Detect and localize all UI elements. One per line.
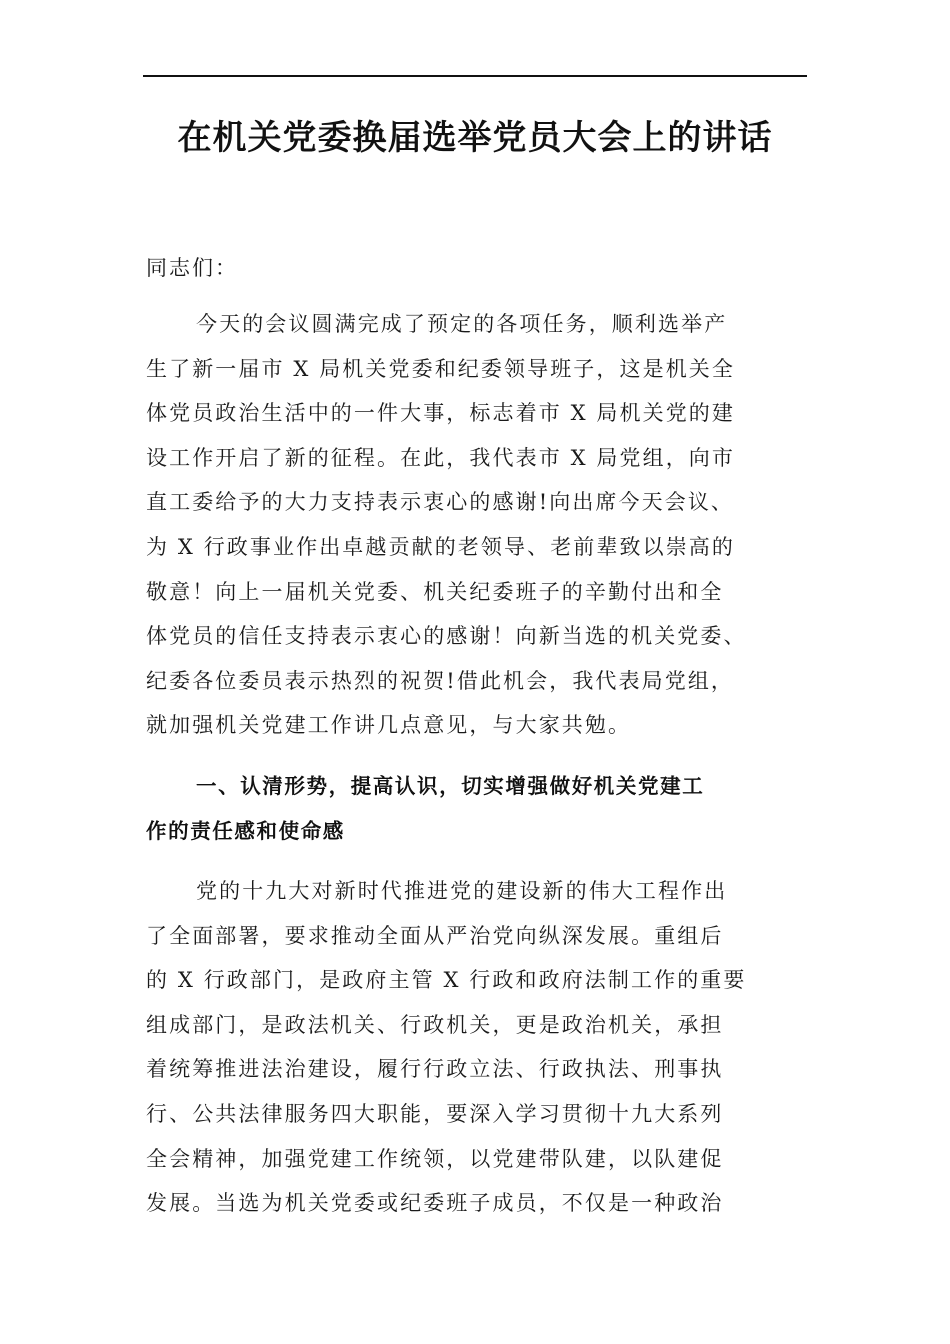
paragraph-line: 今天的会议圆满完成了预定的各项任务，顺利选举产 xyxy=(196,312,728,336)
paragraph-line: 为 X 行政事业作出卓越贡献的老领导、老前辈致以崇高的 xyxy=(146,534,735,559)
paragraph-1 xyxy=(146,306,806,752)
paragraph-line: 就加强机关党建工作讲几点意见，与大家共勉。 xyxy=(146,713,632,738)
document-title: 在机关党委换届选举党员大会上的讲话 xyxy=(177,118,773,158)
section-heading-1 xyxy=(146,768,806,857)
paragraph-line: 发展。当选为机关党委或纪委班子成员，不仅是一种政治 xyxy=(146,1191,724,1216)
heading-line: 一、认清形势，提高认识，切实增强做好机关党建工 xyxy=(196,774,705,798)
paragraph-line: 体党员政治生活中的一件大事，标志着市 X 局机关党的建 xyxy=(146,401,735,426)
paragraph-line: 组成部门，是政法机关、行政机关，更是政治机关，承担 xyxy=(146,1012,724,1037)
paragraph-2 xyxy=(146,873,806,1230)
paragraph-line: 党的十九大对新时代推进党的建设新的伟大工程作出 xyxy=(196,879,728,903)
paragraph-line: 全会精神，加强党建工作统领，以党建带队建，以队建促 xyxy=(146,1146,724,1171)
paragraph-line: 设工作开启了新的征程。在此，我代表市 X 局党组，向市 xyxy=(146,445,735,470)
paragraph-line: 直工委给予的大力支持表示衷心的感谢!向出席今天会议、 xyxy=(146,490,735,515)
heading-line: 作的责任感和使命感 xyxy=(146,818,345,843)
paragraph-line: 了全面部署，要求推动全面从严治党向纵深发展。重组后 xyxy=(146,923,724,948)
paragraph-line: 纪委各位委员表示热烈的祝贺!借此机会，我代表局党组， xyxy=(146,668,735,693)
paragraph-line: 生了新一届市 X 局机关党委和纪委领导班子，这是机关全 xyxy=(146,356,735,381)
salutation: 同志们： xyxy=(146,256,238,280)
paragraph-line: 体党员的信任支持表示衷心的感谢！向新当选的机关党委、 xyxy=(146,624,747,649)
paragraph-line: 的 X 行政部门，是政府主管 X 行政和政府法制工作的重要 xyxy=(146,968,747,993)
paragraph-line: 行、公共法律服务四大职能，要深入学习贯彻十九大系列 xyxy=(146,1101,724,1126)
paragraph-line: 敬意！向上一届机关党委、机关纪委班子的辛勤付出和全 xyxy=(146,579,724,604)
paragraph-line: 着统筹推进法治建设，履行行政立法、行政执法、刑事执 xyxy=(146,1057,724,1082)
header-rule xyxy=(143,75,807,77)
